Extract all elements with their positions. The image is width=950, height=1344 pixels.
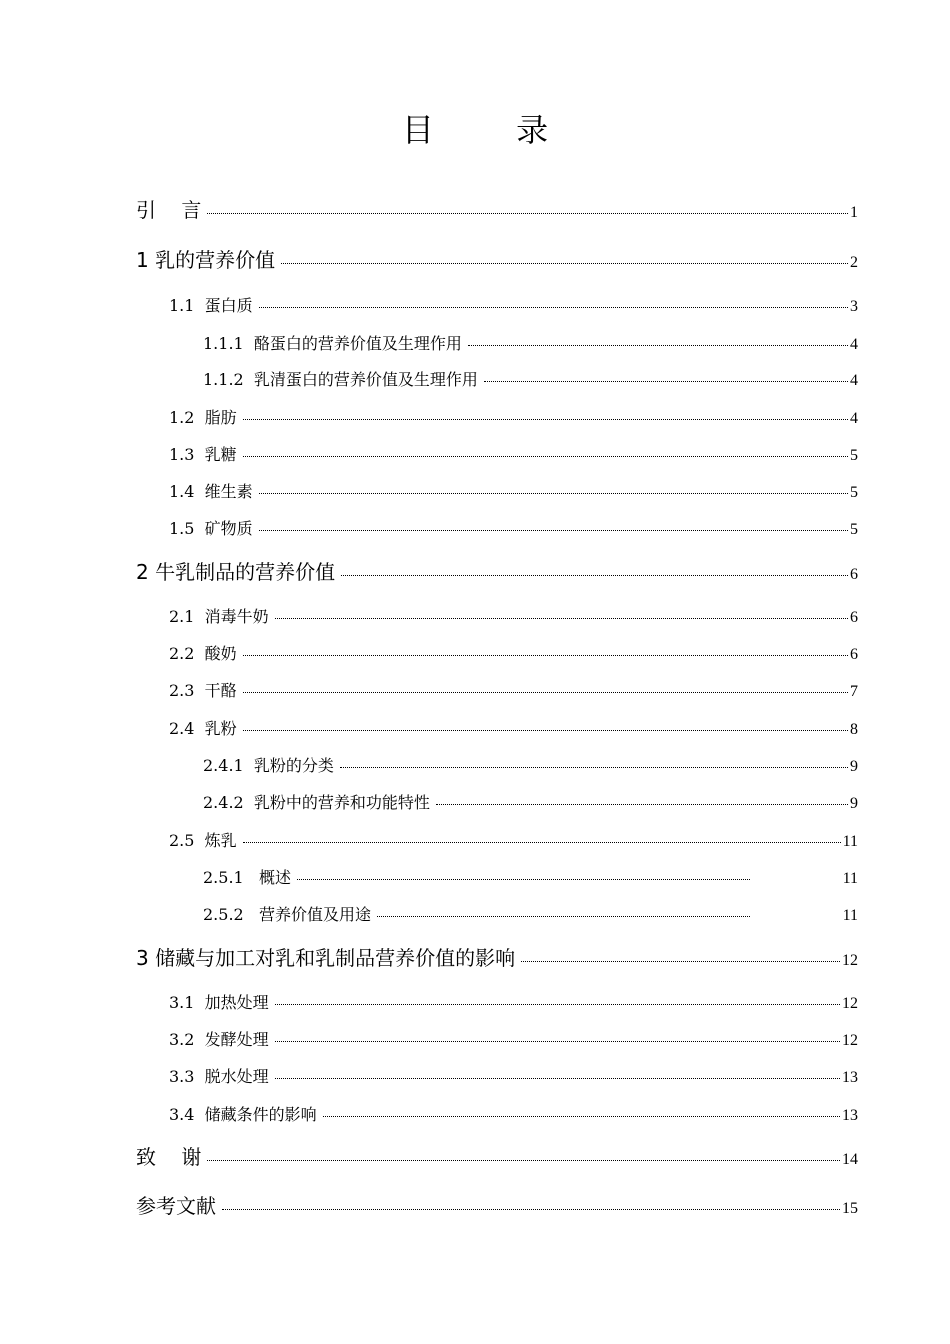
toc-entry-3-1[interactable]	[169, 995, 858, 1012]
toc-page-number: 15	[842, 1200, 858, 1217]
page-title: 目 录	[401, 111, 585, 149]
toc-label: 2.4.1 乳粉的分类	[203, 756, 334, 775]
toc-entry-1-4[interactable]	[169, 484, 858, 501]
toc-label: 引 言	[136, 198, 202, 222]
toc-page-number: 1	[850, 204, 858, 221]
toc-label: 2 牛乳制品的营养价值	[136, 560, 336, 584]
toc-label: 3.3 脱水处理	[169, 1067, 269, 1086]
toc-label: 1.3 乳糖	[169, 445, 237, 464]
toc-page-number: 4	[850, 336, 858, 353]
toc-entry-2-5[interactable]	[169, 833, 858, 850]
toc-entry-chapter-1[interactable]	[136, 250, 858, 271]
toc-page-number: 11	[842, 907, 858, 924]
toc-page-number: 9	[850, 795, 858, 812]
dot-leader	[222, 1209, 840, 1210]
dot-leader	[297, 879, 750, 880]
dot-leader	[275, 1004, 840, 1005]
toc-label: 2.4 乳粉	[169, 719, 237, 738]
toc-label: 3 储藏与加工对乳和乳制品营养价值的影响	[136, 946, 516, 970]
toc-entry-acknowledgements[interactable]	[136, 1147, 858, 1168]
toc-page-number: 13	[842, 1107, 858, 1124]
toc-label: 3.1 加热处理	[169, 993, 269, 1012]
toc-entry-2-4-2[interactable]	[203, 795, 858, 812]
dot-leader	[207, 213, 848, 214]
dot-leader	[281, 263, 848, 264]
toc-page-number: 12	[842, 1032, 858, 1049]
toc-entry-2-5-2[interactable]	[203, 907, 752, 923]
toc-page-number: 9	[850, 758, 858, 775]
toc-entry-2-1[interactable]	[169, 609, 858, 626]
toc-entry-1-3[interactable]	[169, 447, 858, 464]
toc-page-number: 6	[850, 566, 858, 583]
toc-label: 2.1 消毒牛奶	[169, 607, 269, 626]
dot-leader	[340, 767, 848, 768]
toc-entry-1-1-2[interactable]	[203, 372, 858, 389]
dot-leader	[243, 456, 848, 457]
toc-page-number: 7	[850, 683, 858, 700]
dot-leader	[243, 419, 848, 420]
dot-leader	[275, 1078, 840, 1079]
toc-label: 2.4.2 乳粉中的营养和功能特性	[203, 793, 430, 812]
toc-page-number: 5	[850, 447, 858, 464]
toc-entry-1-1-1[interactable]	[203, 336, 858, 353]
toc-label: 2.5 炼乳	[169, 831, 237, 850]
toc-label: 1.1.2 乳清蛋白的营养价值及生理作用	[203, 370, 478, 389]
dot-leader	[436, 804, 848, 805]
toc-page-number: 5	[850, 484, 858, 501]
dot-leader	[243, 655, 848, 656]
toc-label: 3.4 储藏条件的影响	[169, 1105, 317, 1124]
toc-entry-3-2[interactable]	[169, 1032, 858, 1049]
toc-label: 致 谢	[136, 1145, 202, 1169]
dot-leader	[275, 618, 848, 619]
toc-entry-references[interactable]	[136, 1196, 858, 1217]
toc-entry-chapter-3[interactable]	[136, 948, 858, 969]
toc-page-number: 12	[842, 952, 858, 969]
toc-entry-2-3[interactable]	[169, 683, 858, 700]
toc-page-number: 14	[842, 1151, 858, 1168]
toc-label: 2.5.2 营养价值及用途	[203, 905, 371, 924]
toc-label: 2.3 干酪	[169, 681, 237, 700]
dot-leader	[341, 575, 848, 576]
dot-leader	[323, 1116, 840, 1117]
dot-leader	[468, 345, 848, 346]
toc-page-number: 12	[842, 995, 858, 1012]
toc-entry-1-5[interactable]	[169, 521, 858, 538]
toc-page-number: 11	[842, 870, 858, 887]
toc-entry-2-2[interactable]	[169, 646, 858, 663]
toc-entry-3-4[interactable]	[169, 1107, 858, 1124]
toc-page-number: 4	[850, 410, 858, 427]
dot-leader	[484, 381, 848, 382]
toc-entry-introduction[interactable]	[136, 200, 858, 221]
toc-label: 2.5.1 概述	[203, 868, 291, 887]
dot-leader	[243, 692, 848, 693]
toc-page-number: 8	[850, 721, 858, 738]
toc-label: 2.2 酸奶	[169, 644, 237, 663]
dot-leader	[259, 307, 848, 308]
dot-leader	[377, 916, 750, 917]
dot-leader	[243, 730, 848, 731]
toc-label: 1.1 蛋白质	[169, 296, 253, 315]
toc-page-number: 4	[850, 372, 858, 389]
toc-page-number: 13	[842, 1069, 858, 1086]
toc-entry-1-2[interactable]	[169, 410, 858, 427]
toc-entry-3-3[interactable]	[169, 1069, 858, 1086]
dot-leader	[259, 530, 848, 531]
toc-page-number: 6	[850, 609, 858, 626]
dot-leader	[243, 842, 841, 843]
toc-page-number: 11	[842, 833, 858, 850]
toc-page-number: 5	[850, 521, 858, 538]
toc-label: 1 乳的营养价值	[136, 248, 276, 272]
toc-entry-2-4[interactable]	[169, 721, 858, 738]
toc-entry-chapter-2[interactable]	[136, 562, 858, 583]
toc-label: 1.5 矿物质	[169, 519, 253, 538]
toc-label: 参考文献	[136, 1194, 216, 1218]
toc-label: 1.2 脂肪	[169, 408, 237, 427]
dot-leader	[207, 1160, 840, 1161]
toc-page-number: 3	[850, 298, 858, 315]
toc-page-number: 6	[850, 646, 858, 663]
toc-entry-1-1[interactable]	[169, 298, 858, 315]
dot-leader	[259, 493, 848, 494]
dot-leader	[521, 961, 840, 962]
toc-label: 3.2 发酵处理	[169, 1030, 269, 1049]
toc-page-number: 2	[850, 254, 858, 271]
toc-label: 1.1.1 酪蛋白的营养价值及生理作用	[203, 334, 462, 353]
toc-entry-2-4-1[interactable]	[203, 758, 858, 775]
toc-entry-2-5-1[interactable]	[203, 870, 752, 886]
toc-label: 1.4 维生素	[169, 482, 253, 501]
dot-leader	[275, 1041, 840, 1042]
